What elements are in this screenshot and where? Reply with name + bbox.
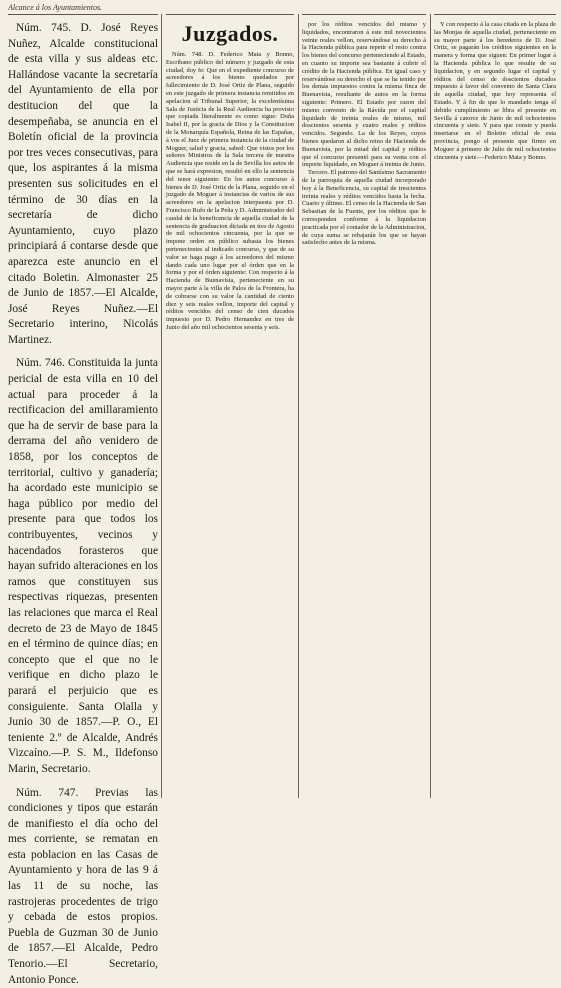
running-head: Alcance á los Ayuntamientos. [8, 3, 102, 12]
column-court-notice-continued [302, 14, 426, 798]
column-divider [298, 14, 299, 798]
court-notice-paragraph: por los réditos vencidos del mismo y liquidados, encontraron á este mil novecientos veinte reales vellon, reservándose su derecho á la Hacienda pública para repetir el resto contra los bienes del concurso perteneciendo al Estado, en cuanto su importe sea bastante á cubrir el crédito de la Hacienda pública. En igual caso y reservándose su derecho el que se ha tenido por los demás impuestos contra la misma finca de Buenavista, resultante de autos en la forma siguiente: Primero. El Estado por razon del mismo convento de la Rávida por el capital liquidado de treinta reales de mismo, mil doscientos sesenta y cuatro reales y réditos vencidos. Segundo. La de los Reyes, cuyos bienes quedaron al dicho reino de Hacienda de Buenavista, por la mitad del capital y réditos que el concurso presentó para su venta con el importe liquidado, en Moguer á treinta de Junio. [302, 21, 426, 169]
column-court-notice [166, 14, 294, 798]
court-notice-paragraph: Tercero. El patrono del Santísimo Sacramento de la parroquia de aquella ciudad incorporado hoy á la Beneficencia, su capital de trescientos treinta reales y réditos vencidos hasta la fecha. Cuarto y último. El censo de la Hacienda de San Sebastian de la Fuente, por los réditos que le corresponden conforme á la liquidacion practicada por el contador de la Administracion, de cuya suma se rebajarán los que se hayan satisfecho antes de la misma. [302, 169, 426, 247]
column-divider [430, 14, 431, 798]
column-divider [161, 14, 162, 798]
top-rule [166, 14, 294, 15]
court-notice-paragraph: Y con respecto á la casa citada en la plaza de las Monjas de aquella ciudad, perteneciente en su mayor parte á los herederos de D. José Ortiz, se pagarán los créditos siguientes en la manera y forma que siguen: En primer lugar á la Hacienda pública lo que resulte de su liquidacion, y en segundo lugar el capital y réditos del censo de doscientos ducados impuesto á favor del convento de Santa Clara de aquella ciudad, que hoy representa el Estado. Y á fin de que lo mandado tenga el debido cumplimiento se libra el presente en Sevilla á catorce de Junio de mil ochocientos cincuenta y siete. Y para que conste y pueda insertarse en el Boletin oficial de esta provincia, pongo el presente que firmo en Moguer á primero de Julio de mil ochocientos cincuenta y siete.—Federico Mata y Bonno. [434, 21, 556, 161]
top-rule [8, 14, 158, 15]
top-rule [434, 14, 556, 15]
announcement-747: Núm. 747. Previas las condiciones y tipos que estarán de manifiesto el día ocho del mes corriente, se rematan en esta poblacion en las Casas de Ayuntamiento y hora de las 9 á las 11 de su noche, las rastrojeras procedentes de trigo y cebada de estos propios. Puebla de Guzman 30 de Junio de 1857.—El Alcalde, Pedro Tenorio.—El Secretario, Antonio Ponce. [8, 786, 158, 988]
column-announcements [8, 14, 158, 798]
top-rule [302, 14, 426, 15]
court-notice-748: Núm. 748. D. Federico Mata y Bonno, Escribano público del número y juzgado de esta ciudad, doy fe: Que en el expediente concurso de acreedores á los bienes quedados por fallecimiento de D. José Ortiz de Plana, seguido en este juzgado de primera instancia remitidos en apelacion al Tribunal Superior, la excelentísima Sala de Justicia de la Real Audiencia ha provisto que copiada literalmente es como sigue: Doña Isabel II, por la gracia de Dios y la Constitucion de la Monarquía Española, Reina de las Españas, á vos el Juez de primera instancia de la ciudad de Moguer, salud y gracia, sabed: Que vistos por los señores Ministros de la Sala tercera de nuestra Audiencia que reside en la de Sevilla los autos de que se hará expresion, resultó en ello la sentencia del tenor siguiente: En los autos concurso á bienes de D. José Ortiz de la Plana, seguido en el juzgado de Moguer á instancias de varios de sus acreedores en la apelacion interpuesta por D. Francisco Rufo de la Peña y D. Administrador del caudal de la beneficencia de aquella ciudad de la sentencia de graduacion dictada en tres de Agosto de mil ochocientos cincuenta, por la que se impone orden en público subasta los bienes pertenecientes al indicado concurso, y que de su valor se haga pago á los acreedores del mismo dando cada uno lugar por el órden que en la forma y por el órden siguiente: Con respecto á la Hacienda de Buenavista, perteneciente en su mayor parte á la villa de Palos de la Frontera, ha de cobrarse con su valor la cantidad de ciento diez y seis reales vellon, importe del capital y réditos vencidos del censo de cien ducados impuesto por D. Pedro Hernandez en tres de Junio del año mil ochocientos sesenta y seis. [166, 51, 294, 332]
column-court-notice-end [434, 14, 556, 798]
announcement-746: Núm. 746. Constituida la junta pericial de esta villa en 10 del actual para proceder á la rectificacion del amillaramiento que ha de servir de base para la derrama del año venidero de 1858, por los conceptos de territorial, cultivo y ganadería; ha acordado este municipio se haga público por medio del presente para que todos los contribuyentes, vecinos y hacendados forasteros que hayan sufrido alteraciones en los ramos que constituyen sus respectivas riquezas, presenten las relaciones que marca el Real decreto de 23 de Mayo de 1845 en el término de quince días; en concepto que el que no le verifique en dicho plazo le parará el perjuicio que es consiguiente. Santa Olalla y Junio 30 de 1857.—P. O., El teniente 2.º de Alcalde, Andrés Vizcaíno.—P. S. M., Ildefonso Marin, Secretario. [8, 356, 158, 777]
section-title: Juzgados. [166, 21, 294, 47]
announcement-745: Núm. 745. D. José Reyes Nuñez, Alcalde constitucional de esta villa y sus aldeas etc. Hallándose vacante la secretaría del Ayuntamiento de ella por destitucion del que la desempeñaba, se anuncia en el Boletín oficial de la provincia por tres veces consecutivas, para que, los aspirantes á la misma presenten sus solicitudes en el término de 30 días en la secretaría de dicho Ayuntamiento, cuyo plazo principiará á contarse desde que aparezca este anuncio en el citado Boletin. Almonaster 25 de Junio de 1857.—El Alcalde, José Reyes Nuñez.—El Secretario interino, Nicolás Martinez. [8, 21, 158, 348]
